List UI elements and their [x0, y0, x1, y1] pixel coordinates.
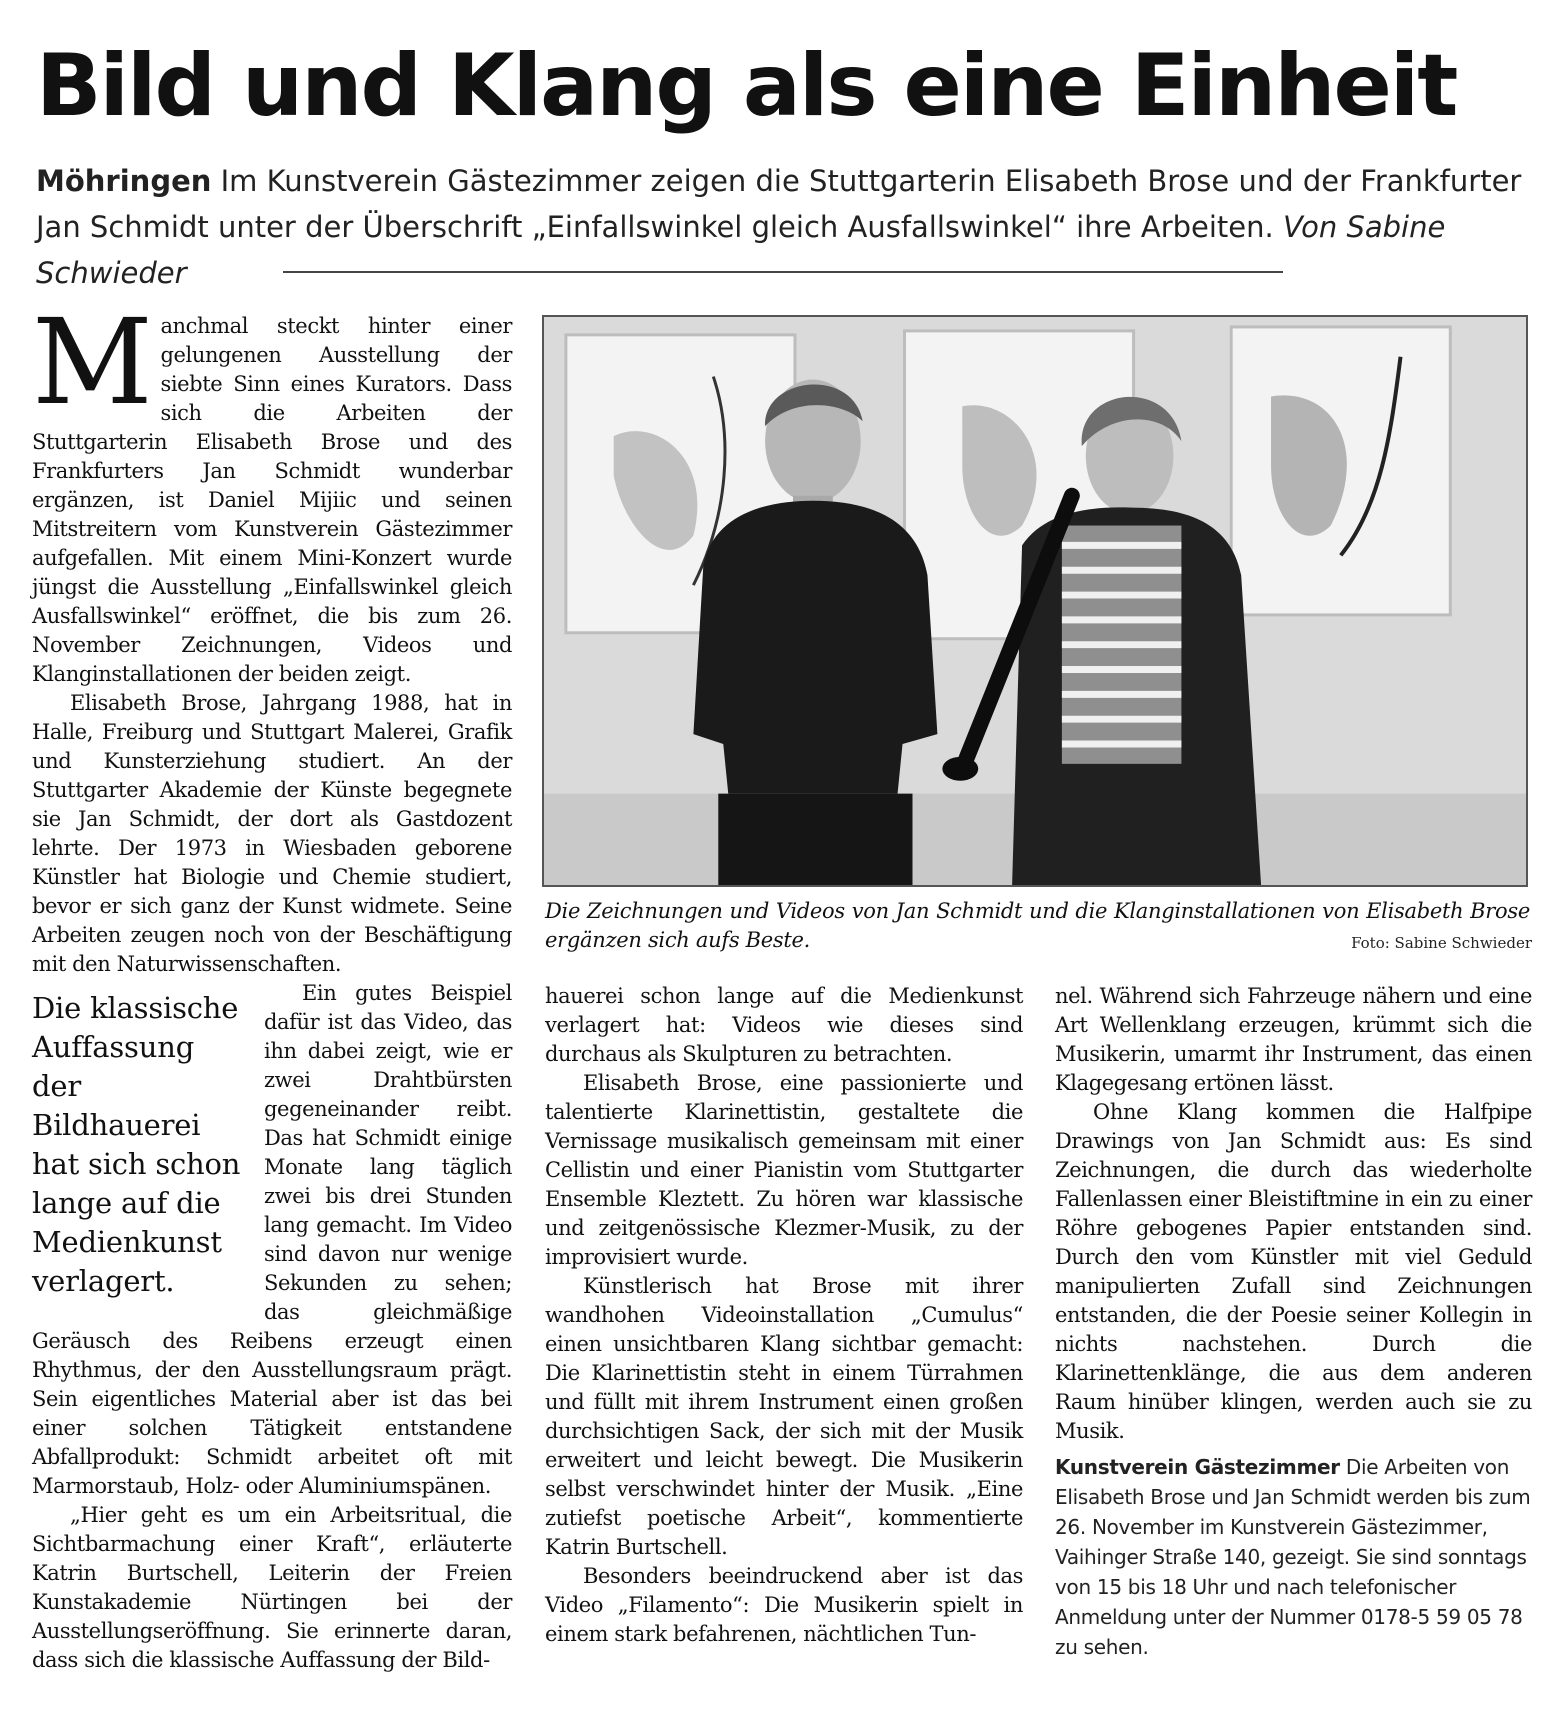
column-2-paragraph-4: Besonders beeindruckend aber ist das Video „Filamento“: Die Musikerin spielt in einem stark befahrenen, nächtlichen Tun- [545, 1564, 1023, 1646]
info-label: Kunstverein Gästezimmer [1055, 1455, 1340, 1479]
pull-quote: Die klassische Auffassung der Bildhauerei hat sich schon lange auf die Medienkunst verlagert. [32, 991, 241, 1298]
article-photo [542, 315, 1528, 887]
photo-credit: Foto: Sabine Schwieder [1351, 934, 1532, 952]
paragraph-3: Ein gutes Beispiel dafür ist das Video, das ihn dabei zeigt, wie er zwei Drahtbürsten gegeneinander reibt. Das hat Schmidt einige Monate lang täglich zwei bis drei Stunden lang gemacht. Im Video sind davon nur wenige Sekunden zu sehen; das gleichmäßige Geräusch des Reibens erzeugt einen Rhythmus, der den Ausstellungsraum prägt. Sein eigentliches Material aber ist das bei einer solchen Tätigkeit entstandene Abfallprodukt: Schmidt arbeitet oft mit Marmorstaub, Holz- oder Aluminiumspänen. [32, 981, 512, 1498]
dateline: Möhringen [36, 164, 212, 198]
column-1 [32, 293, 512, 1675]
paragraph-2: Elisabeth Brose, Jahrgang 1988, hat in Halle, Freiburg und Stuttgart Malerei, Grafik und Kunsterziehung studiert. An der Stuttgarter Akademie der Künste begegnete sie Jan Schmidt, der dort als Gastdozent lehrte. Der 1973 in Wiesbaden geborene Künstler hat Biologie und Chemie studiert, bevor er sich ganz der Kunst widmete. Seine Arbeiten zeugen noch von der Beschäftigung mit den Naturwissenschaften. [32, 691, 512, 976]
teaser-text: Im Kunstverein Gästezimmer zeigen die Stuttgarterin Elisabeth Brose und der Frankfurter Jan Schmidt unter der Überschrift „Einfallswinkel gleich Ausfallswinkel“ ihre Arbeiten. [36, 164, 1522, 244]
byline: Von Sabine Schwieder [36, 210, 1446, 290]
article-teaser [36, 158, 1526, 296]
headline: Bild und Klang als eine Einheit [36, 36, 1457, 136]
paragraph-1-text: anchmal steckt hinter einer gelungenen Ausstellung der siebte Sinn eines Kurators. Dass sich die Arbeiten der Stuttgarterin Elisabeth Brose und des Frankfurters Jan Schmidt wunderbar ergänzen, ist Daniel Mijiic und seinen Mitstreitern vom Kunstverein Gästezimmer aufgefallen. Mit einem Mini-Konzert wurde jüngst die Ausstellung „Einfallswinkel gleich Ausfallswinkel“ eröffnet, die bis zum 26. November Zeichnungen, Videos und Klanginstallationen der beiden zeigt. [32, 314, 512, 686]
info-box [1055, 1452, 1532, 1662]
column-2-paragraph-1: hauerei schon lange auf die Medienkunst verlagert hat: Videos wie dieses sind durchaus als Skulpturen zu betrachten. [545, 984, 1023, 1066]
drop-cap: M [32, 293, 153, 431]
column-2 [545, 982, 1023, 1649]
info-text: Die Arbeiten von Elisabeth Brose und Jan Schmidt werden bis zum 26. November im Kunstverein Gästezimmer, Vaihinger Straße 140, gezeigt. Sie sind sonntags von 15 bis 18 Uhr und nach telefonischer Anmeldung unter der Nummer 0178-5 59 05 78 zu sehen. [1055, 1455, 1531, 1659]
column-2-paragraph-2: Elisabeth Brose, eine passionierte und talentierte Klarinettistin, gestaltete die Vernissage musikalisch gemeinsam mit einer Cellistin und einer Pianistin vom Stuttgarter Ensemble Kleztett. Zu hören war klassische und zeitgenössische Klezmer-Musik, zu der improvisiert wurde. [545, 1071, 1023, 1269]
column-3-paragraph-1: nel. Während sich Fahrzeuge nähern und eine Art Wellenklang erzeugen, krümmt sich die Musikerin, umarmt ihr Instrument, das einen Klagegesang ertönen lässt. [1055, 984, 1532, 1095]
paragraph-1 [32, 293, 512, 689]
framed-drawing-right [1231, 327, 1450, 615]
photo-caption: Die Zeichnungen und Videos von Jan Schmidt und die Klanginstallationen von Elisabeth Brose ergänzen sich aufs Beste. [545, 899, 1530, 952]
divider-rule [283, 271, 1283, 273]
column-3 [1055, 982, 1532, 1446]
column-3-paragraph-2: Ohne Klang kommen die Halfpipe Drawings von Jan Schmidt aus: Es sind Zeichnungen, die durch das wiederholte Fallenlassen einer Bleistiftmine in ein zu einer Röhre gebogenes Papier entstanden sind. Durch den vom Künstler mit viel Geduld manipulierten Zufall sind Zeichnungen entstanden, die der Poesie seiner Kollegin in nichts nachstehen. Durch die Klarinettenklänge, die aus dem anderen Raum hinüber klingen, werden auch sie zu Musik. [1055, 1100, 1532, 1443]
paragraph-4: „Hier geht es um ein Arbeitsritual, die Sichtbarmachung einer Kraft“, erläuterte Katrin Burtschell, Leiterin der Freien Kunstakademie Nürtingen bei der Ausstellungseröffnung. Sie erinnerte daran, dass sich die klassische Auffassung der Bild- [32, 1503, 512, 1672]
photo-illustration [544, 317, 1526, 885]
column-2-paragraph-3: Künstlerisch hat Brose mit ihrer wandhohen Videoinstallation „Cumulus“ einen unsichtbaren Klang sichtbar gemacht: Die Klarinettistin steht in einem Türrahmen und füllt mit ihrem Instrument einen großen durchsichtigen Sack, der sich mit der Musik erweitert und leicht bewegt. Die Musikerin selbst verschwindet hinter der Musik. „Eine zutiefst poetische Arbeit“, kommentierte Katrin Burtschell. [545, 1274, 1023, 1559]
